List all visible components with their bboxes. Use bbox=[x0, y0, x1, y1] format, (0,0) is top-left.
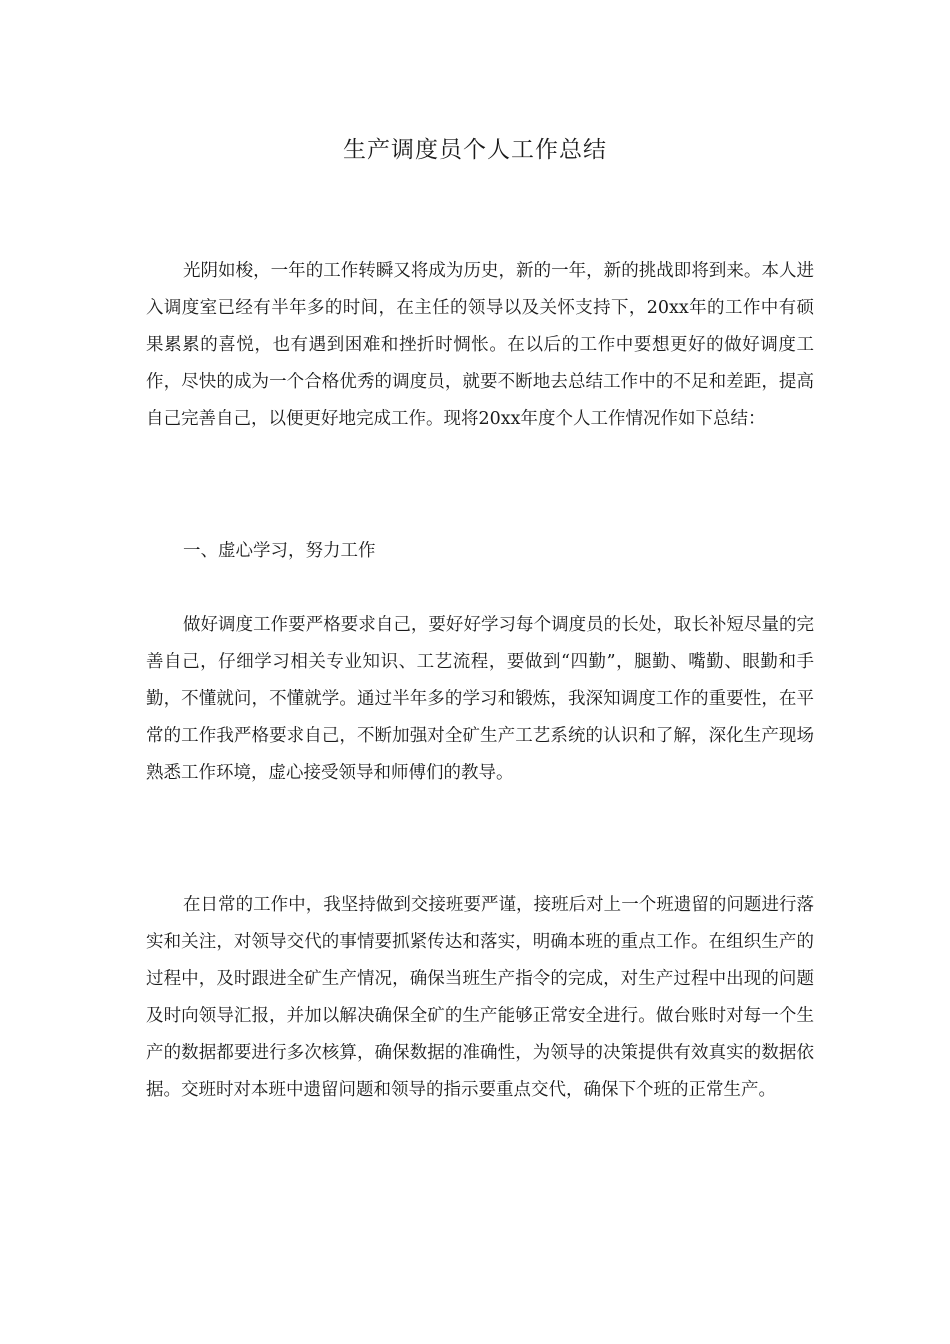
intro-paragraph: 光阴如梭，一年的工作转瞬又将成为历史，新的一年，新的挑战即将到来。本人进入调度室已经有半年多的时间，在主任的领导以及关怀支持下，20xx年的工作中有硕果累累的喜悦，也有遇到困难和挫折时惆怅。在以后的工作中要想更好的做好调度工作，尽快的成为一个合格优秀的调度员，就要不断地去总结工作中的不足和差距，提高自己完善自己，以便更好地完成工作。现将20xx年度个人工作情况作如下总结： bbox=[146, 261, 814, 429]
study-paragraph: 做好调度工作要严格要求自己，要好好学习每个调度员的长处，取长补短尽量的完善自己，仔细学习相关专业知识、工艺流程，要做到“四勤”，腿勤、嘴勤、眼勤和手勤，不懂就问，不懂就学。通过半年多的学习和锻炼，我深知调度工作的重要性，在平常的工作我严格要求自己，不断加强对全矿生产工艺系统的认识和了解，深化生产现场熟悉工作环境，虚心接受领导和师傅们的教导。 bbox=[146, 615, 814, 783]
section-heading: 一、虚心学习，努力工作 bbox=[183, 541, 376, 561]
document-title: 生产调度员个人工作总结 bbox=[343, 137, 607, 163]
daily-work-paragraph: 在日常的工作中，我坚持做到交接班要严谨，接班后对上一个班遗留的问题进行落实和关注，对领导交代的事情要抓紧传达和落实，明确本班的重点工作。在组织生产的过程中，及时跟进全矿生产情况，确保当班生产指令的完成，对生产过程中出现的问题及时向领导汇报，并加以解决确保全矿的生产能够正常安全进行。做台账时对每一个生产的数据都要进行多次核算，确保数据的准确性，为领导的决策提供有效真实的数据依据。交班时对本班中遗留问题和领导的指示要重点交代，确保下个班的正常生产。 bbox=[146, 895, 814, 1100]
